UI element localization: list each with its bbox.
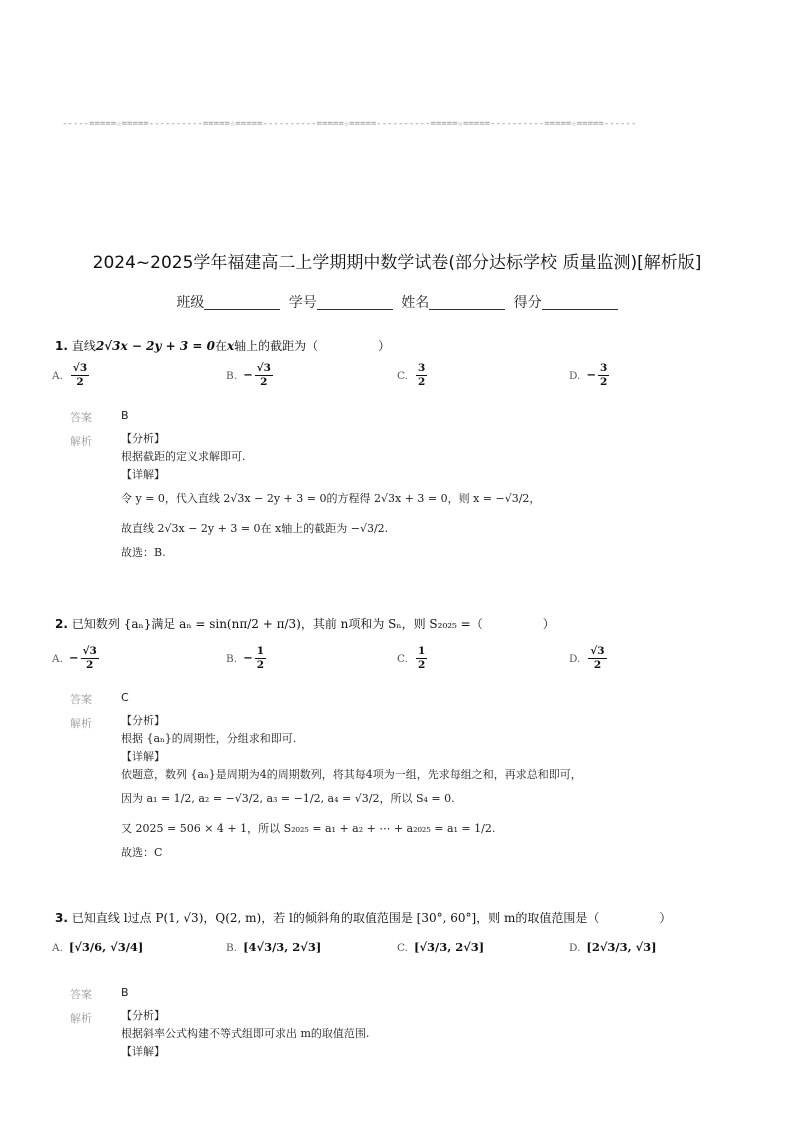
field-score-blank[interactable] [542, 295, 618, 310]
denominator: 2 [600, 376, 608, 388]
question-1-option-d[interactable] [569, 362, 611, 389]
detail-line: 令 y = 0，代入直线 2√3x − 2y + 3 = 0的方程得 2√3x + 3 = 0，则 x = −√3/2， [121, 492, 541, 505]
option-label: D. [569, 652, 581, 665]
question-3-option-d[interactable] [569, 940, 657, 954]
question-3-option-a[interactable] [52, 940, 143, 954]
fenxi-heading: 【分析】 [121, 1009, 165, 1022]
page-title: 2024~2025学年福建高二上学期期中数学试卷(部分达标学校 质量监测)[解析版] [92, 253, 702, 273]
question-number: 3. [55, 911, 68, 925]
option-fraction [588, 645, 606, 672]
option-label: C. [397, 652, 408, 665]
option-label: B. [226, 652, 238, 665]
question-1-solution [121, 430, 540, 562]
denominator: 2 [260, 376, 268, 388]
denominator: 2 [593, 659, 602, 671]
option-label: A. [52, 652, 63, 665]
option-fraction [416, 362, 427, 389]
option-fraction [416, 645, 427, 672]
option-fraction [255, 362, 273, 389]
header-separator: -----=====☆=====----------=====☆=====----------=====☆=====----------=====☆=====----------=====☆=====------ [62, 119, 637, 129]
option-text: [√3/6, √3/4] [68, 940, 144, 954]
field-number-label: 学号 [288, 295, 317, 311]
option-text: [2√3/3, √3] [586, 940, 657, 954]
question-2-option-d[interactable] [569, 645, 609, 672]
option-sign: − [586, 367, 597, 382]
field-score-label: 得分 [513, 295, 542, 311]
stem-text: 在 [214, 339, 227, 353]
student-info-fields [0, 292, 794, 312]
question-2-option-a[interactable] [52, 645, 101, 672]
numerator: 1 [256, 645, 265, 657]
question-2-solution [121, 712, 582, 862]
stem-text: 已知直线 l过点 P(1, √3)，Q(2, m)，若 l的倾斜角的取值范围是 [30°, 60°]，则 m的取值范围是（ ） [71, 911, 672, 925]
field-class-label: 班级 [176, 295, 205, 311]
option-text: [4√3/3, 2√3] [243, 940, 322, 954]
question-1-option-a[interactable] [52, 362, 91, 389]
field-name-label: 姓名 [401, 295, 430, 311]
denominator: 2 [418, 659, 426, 671]
option-text: [√3/3, 2√3] [414, 940, 485, 954]
analysis-text: 根据斜率公式构建不等式组即可求出 m的取值范围. [121, 1027, 370, 1040]
question-3-stem [55, 909, 671, 926]
stem-math: x [226, 339, 235, 353]
question-2-option-c[interactable] [397, 645, 429, 672]
denominator: 2 [76, 376, 84, 388]
numerator: 1 [418, 645, 426, 657]
question-1-option-c[interactable] [397, 362, 429, 389]
question-3-solution [121, 1007, 369, 1061]
option-sign: − [243, 650, 253, 665]
fenxi-heading: 【分析】 [121, 714, 165, 727]
option-sign: − [68, 650, 79, 665]
stem-text: 直线 [71, 339, 96, 353]
option-label: A. [52, 369, 63, 382]
detail-line: 故选：C [121, 846, 163, 859]
option-fraction [71, 362, 89, 389]
analysis-label: 解析 [70, 717, 92, 730]
detail-line: 因为 a₁ = 1/2, a₂ = −√3/2, a₃ = −1/2, a₄ = √3/2，所以 S₄ = 0. [121, 792, 455, 805]
question-2-answer: C [121, 691, 129, 704]
option-sign: − [243, 367, 253, 382]
option-label: B. [226, 369, 238, 382]
question-3-option-c[interactable] [397, 940, 484, 954]
option-label: C. [397, 942, 408, 954]
question-3-option-b[interactable] [226, 940, 321, 954]
option-label: C. [397, 369, 408, 382]
numerator: 3 [418, 362, 426, 374]
option-fraction [255, 645, 266, 672]
detail-line: 故选：B. [121, 546, 166, 559]
field-number-blank[interactable] [317, 295, 393, 310]
option-label: B. [226, 942, 238, 954]
analysis-label: 解析 [70, 1012, 92, 1025]
numerator: √3 [256, 362, 271, 374]
question-2-stem [55, 615, 555, 632]
numerator: 3 [600, 362, 608, 374]
option-label: D. [569, 369, 581, 382]
fenxi-heading: 【分析】 [121, 432, 165, 445]
question-2-option-b[interactable] [226, 645, 268, 672]
question-3-answer: B [121, 986, 129, 999]
stem-text: 轴上的截距为（ ） [234, 339, 391, 353]
field-class-blank[interactable] [204, 295, 280, 310]
option-fraction [598, 362, 609, 389]
analysis-label: 解析 [70, 435, 92, 448]
detail-line: 依题意，数列 {aₙ}是周期为4的周期数列，将其每4项为一组，先求每组之和，再求总和即可， [121, 768, 582, 781]
numerator: √3 [72, 362, 88, 374]
answer-label: 答案 [70, 988, 92, 1001]
numerator: √3 [590, 645, 605, 657]
detail-line: 又 2025 = 506 × 4 + 1，所以 S₂₀₂₅ = a₁ + a₂ + ⋯ + a₂₀₂₅ = a₁ = 1/2. [121, 822, 496, 835]
xiangjie-heading: 【详解】 [121, 468, 165, 481]
option-label: A. [52, 942, 63, 954]
stem-math: 2√3x − 2y + 3 = 0 [95, 339, 215, 353]
option-label: D. [569, 942, 581, 954]
field-name-blank[interactable] [429, 295, 505, 310]
denominator: 2 [256, 659, 265, 671]
question-1-stem [55, 337, 390, 354]
question-number: 2. [55, 617, 68, 631]
analysis-text: 根据 {aₙ}的周期性，分组求和即可. [121, 732, 297, 745]
numerator: √3 [82, 645, 97, 657]
question-1-option-b[interactable] [226, 362, 275, 389]
denominator: 2 [86, 659, 94, 671]
question-number: 1. [55, 339, 68, 353]
answer-label: 答案 [70, 693, 92, 706]
xiangjie-heading: 【详解】 [121, 1045, 165, 1058]
option-fraction [81, 645, 99, 672]
question-1-answer: B [121, 409, 129, 422]
answer-label: 答案 [70, 411, 92, 424]
xiangjie-heading: 【详解】 [121, 750, 165, 763]
denominator: 2 [418, 376, 426, 388]
stem-text: 已知数列 {aₙ}满足 aₙ = sin(nπ/2 + π/3)，其前 n项和为 Sₙ，则 S₂₀₂₅ =（ ） [71, 617, 555, 631]
analysis-text: 根据截距的定义求解即可. [121, 450, 246, 463]
detail-line: 故直线 2√3x − 2y + 3 = 0在 x轴上的截距为 −√3/2. [121, 522, 389, 535]
